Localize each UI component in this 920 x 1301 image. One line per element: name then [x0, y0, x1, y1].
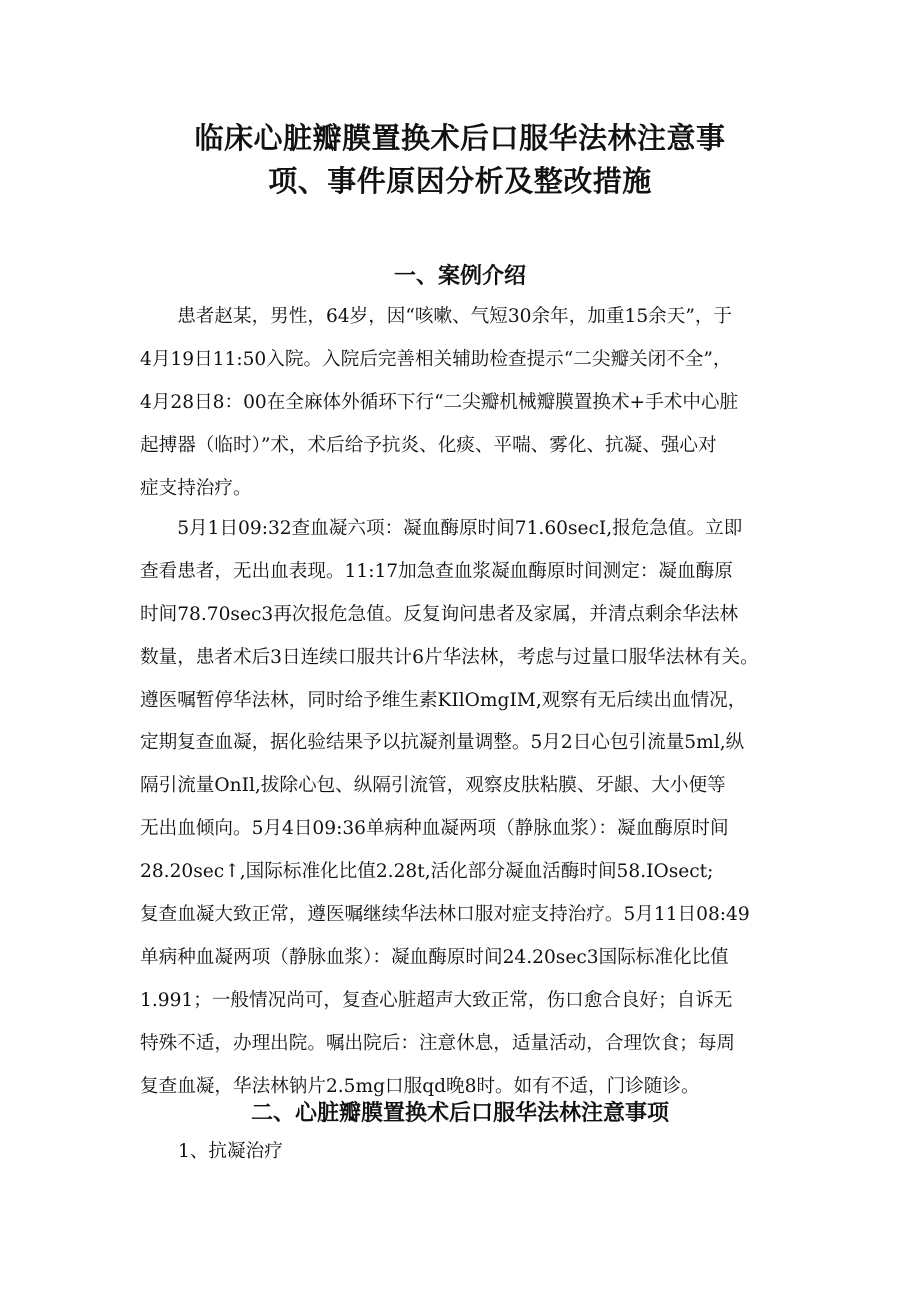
text-line: 28.20sec↑,国际标准化比值2.28t,活化部分凝血活酶时间58.IOsect;	[140, 861, 714, 883]
text-line: 复查血凝，华法林钠片2.5mg口服qd晚8时。如有不适，门诊随诊。	[140, 1075, 700, 1097]
subsection-item-anticoagulation: 1、抗凝治疗	[178, 1141, 283, 1162]
text-line: 症支持治疗。	[140, 477, 252, 499]
text-line: 无出血倾向。5月4日09:36单病种血凝两项（静脉血浆）：凝血酶原时间	[140, 818, 729, 840]
text-line: 时间78.70sec3再次报危急值。反复询问患者及家属，并清点剩余华法林	[140, 603, 739, 625]
text-line: 特殊不适，办理出院。嘱出院后：注意休息，适量活动，合理饮食；每周	[140, 1032, 736, 1054]
title-line-2: 项、事件原因分析及整改措施	[268, 163, 652, 198]
text-line: 数量，患者术后3日连续口服共计6片华法林，考虑与过量口服华法林有关。	[140, 646, 759, 668]
text-line: 5月1日09:32查血凝六项：凝血酶原时间71.60secI,报危急值。立即	[140, 518, 743, 539]
section-heading-case-intro: 一、案例介绍	[393, 264, 526, 289]
text-line: 4月19日11:50入院。入院后完善相关辅助检查提示“二尖瓣关闭不全”，	[140, 348, 732, 370]
case-paragraph-2	[140, 508, 800, 1108]
title-line-1: 临床心脏瓣膜置换术后口服华法林注意事	[194, 121, 726, 155]
text-line: 单病种血凝两项（静脉血浆）：凝血酶原时间24.20sec3国际标准化比值	[140, 946, 729, 968]
text-line: 复查血凝大致正常，遵医嘱继续华法林口服对症支持治疗。5月11日08:49	[140, 904, 750, 926]
text-line: 1.991；一般情况尚可，复查心脏超声大致正常，伤口愈合良好；自诉无	[140, 989, 733, 1011]
document-title	[100, 113, 820, 199]
case-paragraph-1	[140, 296, 800, 510]
text-line: 查看患者，无出血表现。11:17加急查血浆凝血酶原时间测定：凝血酶原	[140, 560, 733, 582]
text-line: 遵医嘱暂停华法林，同时给予维生素KIlOmgIM,观察有无后续出血情况，	[140, 689, 747, 711]
text-line: 定期复查血凝，据化验结果予以抗凝剂量调整。5月2日心包引流量5ml,纵	[140, 732, 745, 754]
text-line: 患者赵某，男性，64岁，因“咳嗽、气短30余年，加重15余天”，于	[140, 306, 733, 327]
section-heading-precautions: 二、心脏瓣膜置换术后口服华法林注意事项	[250, 1101, 669, 1126]
text-line: 隔引流量OnIl,拔除心包、纵隔引流管，观察皮肤粘膜、牙龈、大小便等	[140, 775, 726, 797]
text-line: 起搏器（临时）”术，术后给予抗炎、化痰、平喘、雾化、抗凝、强心对	[140, 434, 717, 456]
text-line: 4月28日8：00在全麻体外循环下行“二尖瓣机械瓣膜置换术+手术中心脏	[140, 391, 739, 413]
